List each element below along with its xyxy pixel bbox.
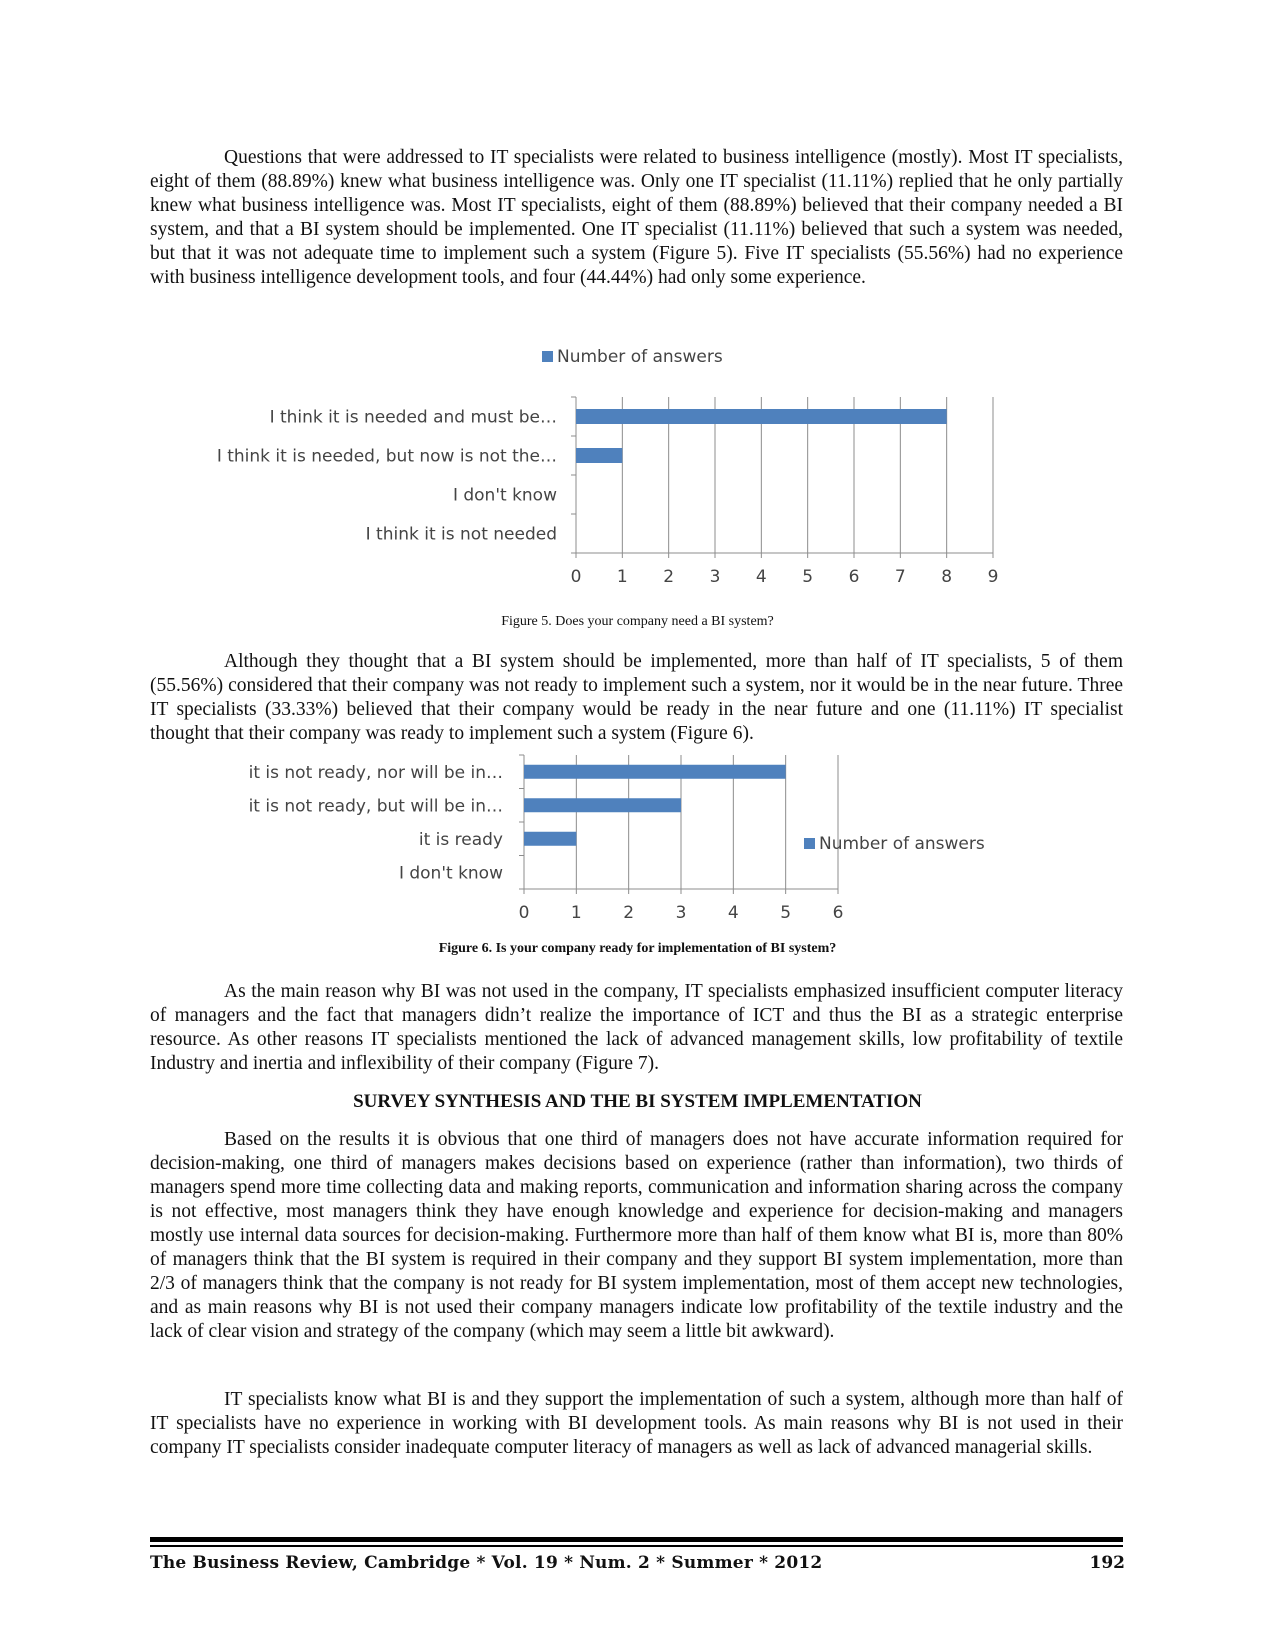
x-tick-label: 7	[894, 567, 906, 587]
category-label: it is not ready, but will be in…	[248, 796, 503, 817]
figure-6-caption: Figure 6. Is your company ready for implementation of BI system?	[438, 941, 837, 956]
paragraph-5: IT specialists know what BI is and they support the implementation of such a system, although more than half of IT specialists have no experience in working with BI development tools. As main reasons why BI is not used in their company IT specialists consider inadequate computer literacy of managers as well as lack of advanced managerial skills.	[150, 1389, 1123, 1458]
x-tick-label: 4	[727, 903, 739, 923]
footer-journal: The Business Review, Cambridge * Vol. 19 * Num. 2 * Summer * 2012	[150, 1553, 823, 1573]
x-tick-label: 4	[755, 567, 767, 587]
legend-label: Number of answers	[557, 347, 723, 367]
paragraph-2: Although they thought that a BI system should be implemented, more than half of IT specialists, 5 of them (55.56%) considered that their company was not ready to implement such a system, nor it would be in the near future. Three IT specialists (33.33%) believed that their company would be ready in the near future and one (11.11%) IT specialist thought that their company was ready to implement such a system (Figure 6).	[150, 651, 1123, 744]
x-tick-label: 0	[570, 567, 582, 587]
x-tick-label: 1	[616, 567, 628, 587]
x-tick-label: 0	[518, 903, 530, 923]
x-tick-label: 2	[623, 903, 635, 923]
footer-rule-thin	[150, 1545, 1123, 1547]
category-label: I think it is needed, but now is not the…	[216, 446, 557, 467]
x-tick-label: 5	[780, 903, 792, 923]
bar	[524, 798, 681, 812]
category-label: I don't know	[452, 485, 557, 506]
paragraph-4: Based on the results it is obvious that one third of managers does not have accurate information required for decision-making, one third of managers makes decisions based on experience (rather than information), two thirds of managers spend more time collecting data and making reports, communication and information sharing across the company is not effective, most managers think they have enough knowledge and experience for decision-making and managers mostly use internal data sources for decision-making. Furthermore more than half of them know what BI is, more than 80% of managers think that the BI system is required in their company and they support BI system implementation, more than 2/3 of managers think that the company is not ready for BI system implementation, most of them accept new technologies, and as main reasons why BI is not used their company managers indicate low profitability of the textile industry and the lack of clear vision and strategy of the company (which may seem a little bit awkward).	[150, 1129, 1123, 1342]
footer-rule-thick	[150, 1537, 1123, 1542]
bar	[524, 765, 786, 779]
paragraph-3: As the main reason why BI was not used in the company, IT specialists emphasized insufficient computer literacy of managers and the fact that managers didn’t realize the importance of ICT and thus the BI as a strategic enterprise resource. As other reasons IT specialists mentioned the lack of advanced management skills, low profitability of textile Industry and inertia and inflexibility of their company (Figure 7).	[150, 981, 1123, 1074]
x-tick-label: 9	[987, 567, 999, 587]
category-label: I don't know	[398, 863, 503, 884]
x-tick-label: 6	[848, 567, 860, 587]
footer-page-number: 192	[1089, 1553, 1125, 1573]
x-tick-label: 3	[675, 903, 687, 923]
category-label: I think it is not needed	[365, 524, 557, 545]
bar	[524, 832, 576, 846]
x-tick-label: 5	[802, 567, 814, 587]
legend-swatch	[804, 838, 815, 849]
category-label: I think it is needed and must be…	[269, 407, 557, 428]
x-tick-label: 1	[570, 903, 582, 923]
figure-5-caption: Figure 5. Does your company need a BI system?	[501, 614, 774, 629]
section-heading: SURVEY SYNTHESIS AND THE BI SYSTEM IMPLEMENTATION	[353, 1091, 922, 1112]
category-label: it is ready	[418, 829, 503, 850]
legend-label: Number of answers	[819, 834, 985, 854]
x-tick-label: 3	[709, 567, 721, 587]
paragraph-1: Questions that were addressed to IT specialists were related to business intelligence (mostly). Most IT specialists, eight of them (88.89%) knew what business intelligence was. Only one IT specialist (11.11%) replied that he only partially knew what business intelligence was. Most IT specialists, eight of them (88.89%) believed that their company needed a BI system, and that a BI system should be implemented. One IT specialist (11.11%) believed that such a system was needed, but that it was not adequate time to implement such a system (Figure 5). Five IT specialists (55.56%) had no experience with business intelligence development tools, and four (44.44%) had only some experience.	[150, 147, 1123, 288]
x-tick-label: 6	[832, 903, 844, 923]
category-label: it is not ready, nor will be in…	[248, 762, 503, 783]
x-tick-label: 2	[663, 567, 675, 587]
x-tick-label: 8	[941, 567, 953, 587]
